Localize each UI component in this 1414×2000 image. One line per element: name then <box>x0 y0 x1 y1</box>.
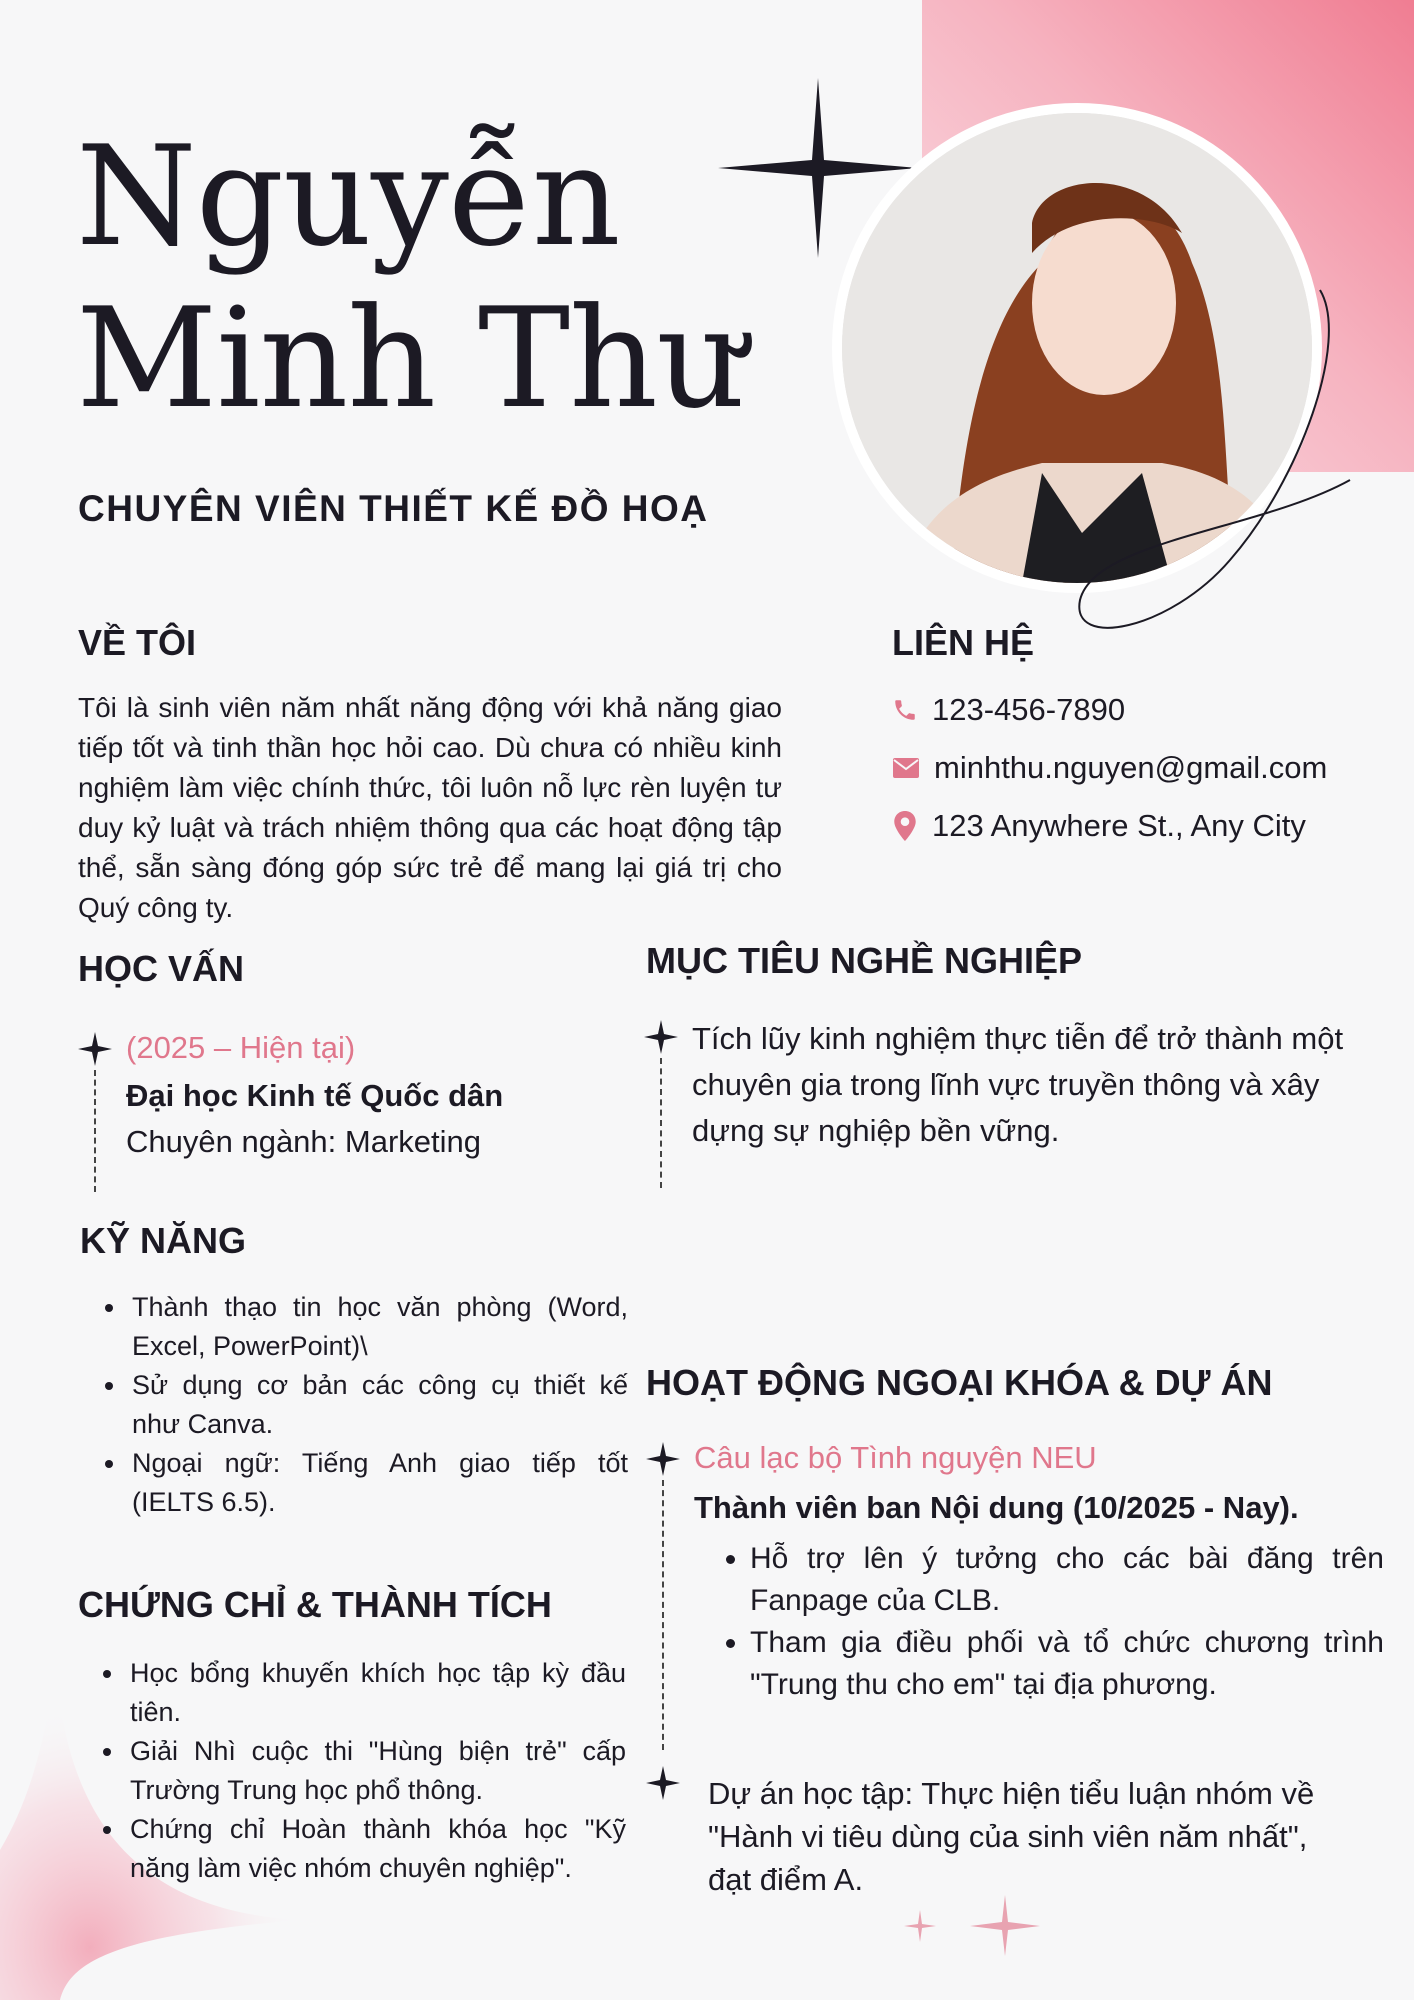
star-bullet-icon <box>78 1032 112 1066</box>
career-goal-text: Tích lũy kinh nghiệm thực tiễn để trở thành một chuyên gia trong lĩnh vực truyền thông và xây dựng sự nghiệp bền vững. <box>692 1021 1344 1148</box>
first-name: Nguyễn <box>76 116 620 277</box>
education-heading: HỌC VẤN <box>78 948 245 989</box>
about-heading: VỀ TÔI <box>78 622 197 663</box>
education-period: (2025 – Hiện tại) <box>126 1030 356 1065</box>
location-pin-icon <box>892 811 918 841</box>
list-item: • Giải Nhì cuộc thi "Hùng biện trẻ" cấp Trường Trung học phổ thông. <box>126 1732 626 1810</box>
list-item: • Sử dụng cơ bản các công cụ thiết kế như Canva. <box>128 1366 628 1444</box>
contact-phone <box>892 692 1125 728</box>
education-school: Đại học Kinh tế Quốc dân <box>126 1078 504 1113</box>
list-item: • Học bổng khuyến khích học tập kỳ đầu tiên. <box>126 1654 626 1732</box>
star-bullet-icon <box>646 1766 680 1800</box>
list-item: • Thành thạo tin học văn phòng (Word, Excel, PowerPoint)\ <box>128 1288 628 1366</box>
list-item: • Hỗ trợ lên ý tưởng cho các bài đăng trên Fanpage của CLB. <box>750 1538 1384 1622</box>
list-item: • Chứng chỉ Hoàn thành khóa học "Kỹ năng làm việc nhóm chuyên nghiệp". <box>126 1810 626 1888</box>
list-item: • Ngoại ngữ: Tiếng Anh giao tiếp tốt (IELTS 6.5). <box>128 1444 628 1522</box>
education-major: Chuyên ngành: Marketing <box>126 1124 482 1159</box>
about-text: Tôi là sinh viên năm nhất năng động với khả năng giao tiếp tốt và tinh thần học hỏi cao. Dù chưa có nhiều kinh nghiệm làm việc chính thức, tôi luôn nỗ lực rèn luyện tư duy kỷ luật và trách nhiệm thông qua các hoạt động tập thể, sẵn sàng đóng góp sức trẻ để mang lại giá trị cho Quý công ty. <box>78 692 782 923</box>
last-name: Minh Thư <box>76 278 745 439</box>
small-sparkle-icons <box>890 1890 1050 1960</box>
job-title: CHUYÊN VIÊN THIẾT KẾ ĐỒ HOẠ <box>78 488 709 529</box>
career-goal-heading: MỤC TIÊU NGHỀ NGHIỆP <box>646 940 1083 981</box>
activity-tasks-list <box>704 1538 1384 1706</box>
contact-email <box>892 750 1327 786</box>
phone-text: 123-456-7890 <box>932 692 1126 727</box>
email-icon <box>892 756 920 780</box>
contact-address <box>892 808 1306 844</box>
contact-heading: LIÊN HỆ <box>892 622 1035 663</box>
certificates-heading: CHỨNG CHỈ & THÀNH TÍCH <box>78 1584 552 1625</box>
star-bullet-icon <box>646 1442 680 1476</box>
timeline-dash <box>94 1070 96 1192</box>
star-bullet-icon <box>644 1020 678 1054</box>
timeline-dash <box>660 1058 662 1188</box>
email-text: minhthu.nguyen@gmail.com <box>934 750 1328 785</box>
activity-club: Câu lạc bộ Tình nguyện NEU <box>694 1440 1097 1475</box>
address-text: 123 Anywhere St., Any City <box>932 808 1306 843</box>
skills-heading: KỸ NĂNG <box>80 1220 247 1261</box>
activities-heading: HOẠT ĐỘNG NGOẠI KHÓA & DỰ ÁN <box>646 1362 1273 1403</box>
activity-role: Thành viên ban Nội dung (10/2025 - Nay). <box>694 1490 1299 1525</box>
phone-icon <box>892 696 918 724</box>
skills-list <box>80 1288 628 1522</box>
list-item: • Tham gia điều phối và tổ chức chương trình "Trung thu cho em" tại địa phương. <box>750 1622 1384 1706</box>
swirl-line-decor <box>880 280 1360 660</box>
timeline-dash <box>662 1480 664 1750</box>
certificates-list <box>78 1654 626 1888</box>
activity-project: Dự án học tập: Thực hiện tiểu luận nhóm về "Hành vi tiêu dùng của sinh viên năm nhất", đạt điểm A. <box>708 1776 1315 1897</box>
